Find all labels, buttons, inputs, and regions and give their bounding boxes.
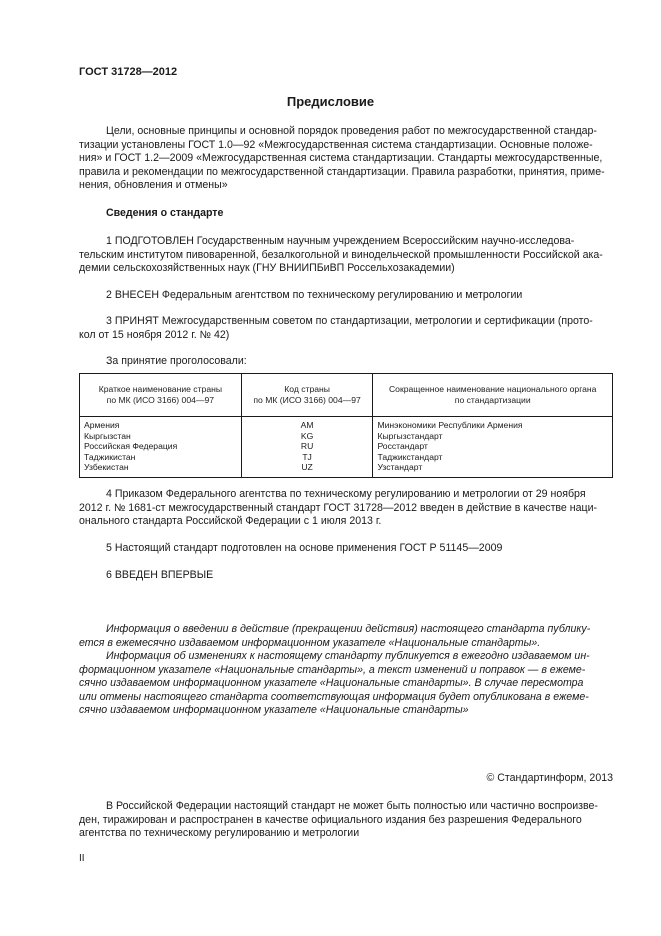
country-column	[80, 417, 242, 478]
item-5: 5 Настоящий стандарт подготовлен на основе применения ГОСТ Р 51145—2009	[106, 542, 503, 554]
info-heading: Сведения о стандарте	[106, 207, 224, 219]
country-name: Российская Федерация	[84, 441, 178, 452]
page-title: Предисловие	[286, 94, 375, 109]
intro-line: нения, обновления и отмены»	[79, 179, 228, 192]
intro-paragraph	[79, 125, 613, 193]
country-name: Узбекистан	[84, 462, 129, 473]
table-header-row	[80, 374, 613, 417]
item-1-paragraph	[79, 235, 613, 276]
info-note-line: сячно издаваемом информационном указателе «Национальные стандарты». В случае пересмотра	[79, 677, 584, 690]
info-note-line: формационном указателе «Национальные стандарты», а текст изменений и поправок — в ежеме-	[79, 663, 586, 676]
national-body: Таджикстандарт	[377, 451, 443, 462]
table-row	[80, 417, 613, 478]
info-note-line: ется в ежемесячно издаваемом информационном указателе «Национальные стандарты».	[79, 636, 541, 649]
item-3-line: кол от 15 ноября 2012 г. № 42)	[79, 328, 230, 341]
item-1-line: тельским институтом пивоваренной, безалкогольной и винодельческой промышленности Российской ака-	[79, 248, 603, 261]
item-3-paragraph	[79, 315, 613, 342]
code-column	[241, 417, 373, 478]
item-6: 6 ВВЕДЕН ВПЕРВЫЕ	[106, 569, 214, 581]
rights-line: В Российской Федерации настоящий стандарт не может быть полностью или частично воспроизве-	[106, 800, 598, 812]
rights-line: агентства по техническому регулированию и метрологии	[79, 827, 360, 840]
national-body: Узстандарт	[377, 462, 423, 473]
item-1-line: 1 ПОДГОТОВЛЕН Государственным научным учреждением Всероссийским научно-исследова-	[106, 235, 575, 247]
country-name: Таджикистан	[84, 451, 136, 462]
page-number: II	[79, 853, 85, 864]
table-header-country: Краткое наименование страны по МК (ИСО 3166) 004—97	[80, 374, 242, 417]
info-note-1	[79, 623, 613, 650]
info-note-2	[79, 650, 613, 718]
info-note-line: сячно издаваемом информационном указателе «Национальные стандарты»	[79, 704, 469, 717]
national-body: Кыргызстандарт	[377, 430, 443, 441]
body-column	[373, 417, 613, 478]
item-4-line: 4 Приказом Федерального агентства по техническому регулированию и метрологии от 29 ноября	[106, 488, 586, 500]
country-name: Кыргызстан	[84, 430, 131, 441]
country-code: UZ	[301, 462, 313, 473]
table-header-body: Сокращенное наименование национального органа по стандартизации	[373, 374, 613, 417]
national-body: Росстандарт	[377, 441, 428, 452]
country-code: TJ	[302, 451, 312, 462]
intro-line: тизации установлены ГОСТ 1.0—92 «Межгосударственная система стандартизации. Основные положе-	[79, 138, 593, 151]
item-4-paragraph	[79, 488, 613, 529]
country-name: Армения	[84, 420, 120, 430]
item-3-line: 3 ПРИНЯТ Межгосударственным советом по стандартизации, метрологии и сертификации (прото-	[106, 315, 593, 327]
item-1-line: демии сельскохозяйственных наук (ГНУ ВНИИПБиВП Россельхозакадемии)	[79, 262, 455, 275]
intro-line: ния» и ГОСТ 1.2—2009 «Межгосударственная система стандартизации. Стандарты межгосударственные,	[79, 152, 603, 165]
info-note-line: Информация об изменениях к настоящему стандарту публикуется в ежегодно издаваемом ин-	[106, 650, 590, 662]
rights-paragraph	[79, 800, 613, 841]
info-note-line: или отмены настоящего стандарта соответствующая информация будет опубликована в ежеме-	[79, 690, 589, 703]
item-2: 2 ВНЕСЕН Федеральным агентством по техническому регулированию и метрологии	[106, 289, 523, 301]
intro-line: правила и рекомендации по межгосударственной стандартизации. Правила разработки, принятия, приме-	[79, 165, 605, 178]
country-code: KG	[300, 430, 314, 441]
country-code: RU	[300, 441, 314, 452]
national-body: Минэкономики Республики Армения	[377, 420, 523, 430]
vote-caption: За принятие проголосовали:	[106, 355, 247, 367]
rights-line: ден, тиражирован и распространен в качестве официального издания без разрешения Федерального	[79, 813, 582, 826]
info-note-line: Информация о введении в действие (прекращении действия) настоящего стандарта публику-	[106, 623, 591, 635]
intro-line: Цели, основные принципы и основной порядок проведения работ по межгосударственной стандар-	[106, 125, 597, 137]
table-header-code: Код страны по МК (ИСО 3166) 004—97	[241, 374, 373, 417]
country-code: AM	[300, 420, 314, 430]
item-4-line: 2012 г. № 1681-ст межгосударственный стандарт ГОСТ 31728—2012 введен в действие в качестве наци-	[79, 501, 598, 514]
document-header: ГОСТ 31728—2012	[79, 66, 178, 78]
copyright-notice: © Стандартинформ, 2013	[486, 772, 613, 784]
item-4-line: онального стандарта Российской Федерации с 1 июля 2013 г.	[79, 515, 382, 528]
voting-table	[79, 373, 613, 478]
